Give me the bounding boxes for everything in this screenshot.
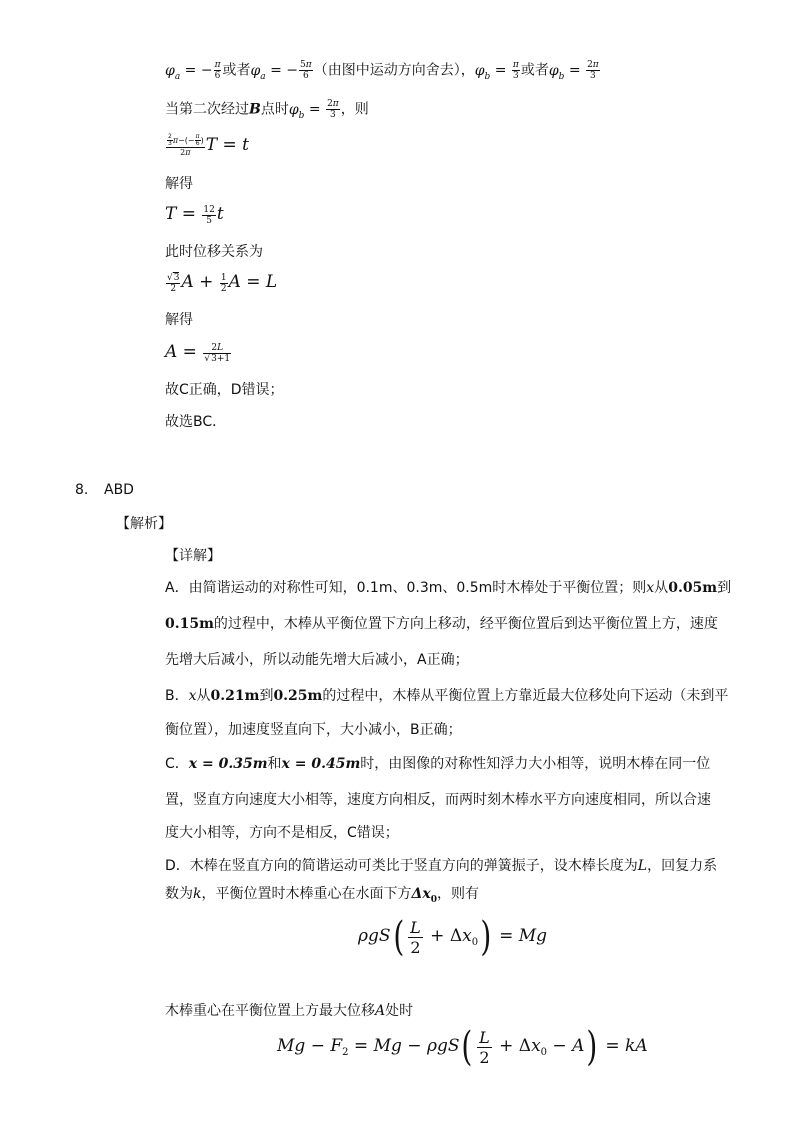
conclusion-choose: 故选BC． [165, 414, 227, 430]
solve-label-1: 解得 [165, 176, 193, 192]
para-e: 木棒重心在平衡位置上方最大位移A处时 [165, 1003, 414, 1019]
para-d-line2: 数为k，平衡位置时木棒重心在水面下方$\Delta x_0$，则有 [165, 886, 479, 905]
para-c-line3: 度大小相等，方向不是相反，C错误； [165, 825, 399, 841]
equation-period: $\frac{2}{3}$ π−(− $\frac{\pi}{6}$ ) 2π T = t [168, 133, 249, 157]
para-c-line1: C．x = 0.35m和x = 0.45m时，由图像的对称性知浮力大小相等，说明木棒在同一位 [165, 756, 711, 772]
para-c-line2: 置，竖直方向速度大小相等，速度方向相反，而两时刻木棒水平方向速度相同，所以合速 [165, 792, 711, 808]
conclusion-cd: 故C正确，D错误； [165, 382, 284, 398]
para-d-line1: D．木棒在竖直方向的简谐运动可类比于竖直方向的弹簧振子，设木棒长度为L，回复力系 [165, 858, 718, 874]
solve-label-2: 解得 [165, 312, 193, 328]
equation-displacement: $\frac{√3}{2}$ A + $\frac{1}{2}$ A = L [167, 272, 278, 294]
equation-T: T = $\frac{12}{5}$ t [165, 204, 224, 226]
detail-heading: 【详解】 [165, 548, 221, 564]
para-a-line2: 0.15m的过程中，木棒从平衡位置下方向上移动，经平衡位置后到达平衡位置上方，速度 [165, 616, 718, 632]
para-a-line1: A．由简谐运动的对称性可知，0.1m、0.3m、0.5m时木棒处于平衡位置；则x从0.05m到 [165, 580, 732, 596]
answer: ABD [104, 482, 134, 498]
frac-5pi-6: $\frac{5\pi}{6}$ [300, 60, 312, 81]
equation-A: A = $\frac{2L}{√3+1}$ [165, 342, 231, 364]
phase-line: $\varphi_a$ = − $\frac{\pi}{6}$ 或者$\varphi_a$ = − $\frac{5\pi}{6}$ （由图中运动方向舍去），$\varphi_b$ = $\frac{\pi}{3}$ 或者$\varphi_b$ = $\frac{2\pi}{3}$ [165, 60, 599, 82]
frac-pi-6: $\frac{\pi}{6}$ [214, 60, 221, 81]
frac-pi-3: $\frac{\pi}{3}$ [512, 60, 519, 81]
para-a-line3: 先增大后减小，所以动能先增大后减小，A正确； [165, 652, 469, 668]
para-b-line2: 衡位置），加速度竖直向下，大小减小，B正确； [165, 722, 462, 738]
para-b-line1: B．x从0.21m到0.25m的过程中，木棒从平衡位置上方靠近最大位移处向下运动（未到平 [165, 688, 729, 704]
equation-restoring: $Mg - F_2 = Mg - \rho gS$( $\frac{L}{2}$ + $\Delta x_0 - A$) = kA [277, 1024, 648, 1070]
equation-equilibrium: ρgS( $\frac{L}{2}$ + $\Delta x_0) = Mg$ [358, 914, 548, 960]
frac-2pi-3: $\frac{2\pi}{3}$ [587, 60, 599, 81]
displacement-label: 此时位移关系为 [165, 244, 263, 260]
analysis-heading: 【解析】 [116, 516, 172, 532]
question-number: 8. [75, 482, 89, 498]
second-pass-line: 当第二次经过B点时$\varphi_b$ = $\frac{2\pi}{3}$ ，则 [165, 99, 369, 121]
